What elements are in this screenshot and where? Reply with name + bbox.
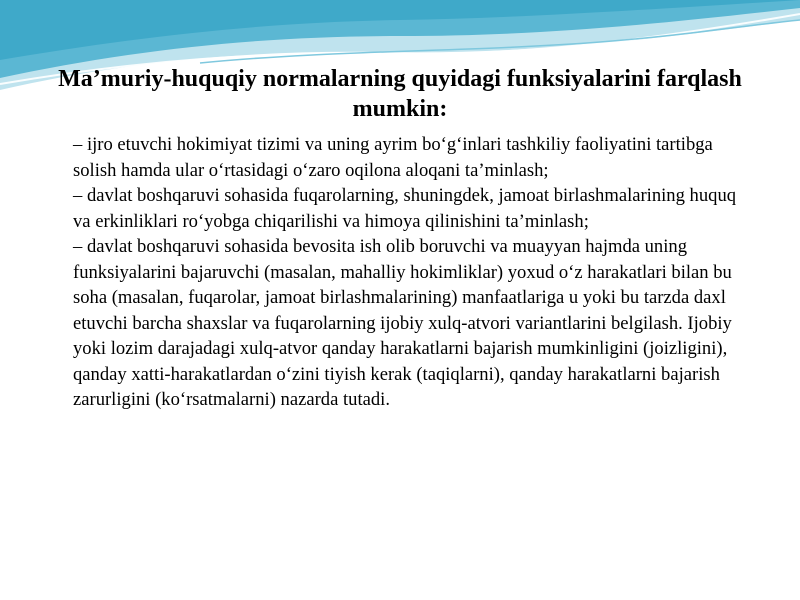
slide-title: Ma’muriy-huquqiy normalarning quyidagi funksiyalarini farqlash mumkin:	[58, 66, 742, 122]
paragraph-function-3: – davlat boshqaruvi sohasida bevosita ish olib boruvchi va muayyan hajmda uning funksiyalarini bajaruvchi (masalan, mahalliy hokimliklar) yoxud o‘z harakatlari bilan bu soha (masalan, fuqarolar, jamoat birlashmalarining) manfaatlariga u yoki bu tarzda daxl etuvchi barcha shaxslar va fuqarolarning ijobiy xulq-atvori variantlarini belgilash. Ijobiy yoki lozim darajadagi xulq-atvor qanday harakatlarni bajarish mumkinligini (joizligini), qanday xatti-harakatlardan o‘zini tiyish kerak (taqiqlarni), qanday harakatlarni bajarish zarurligini (ko‘rsatmalarni) nazarda tutadi.	[73, 236, 732, 410]
paragraph-function-1: – ijro etuvchi hokimiyat tizimi va uning ayrim bo‘g‘inlari tashkiliy faoliyatini tartibga solish hamda ular o‘rtasidagi o‘zaro oqilona aloqani ta’minlash;	[73, 134, 713, 181]
paragraph-function-2: – davlat boshqaruvi sohasida fuqarolarning, shuningdek, jamoat birlashmalarining huquq va erkinliklari ro‘yobga chiqarilishi va himoya qilinishini ta’minlash;	[73, 185, 737, 232]
slide-body	[73, 132, 753, 413]
